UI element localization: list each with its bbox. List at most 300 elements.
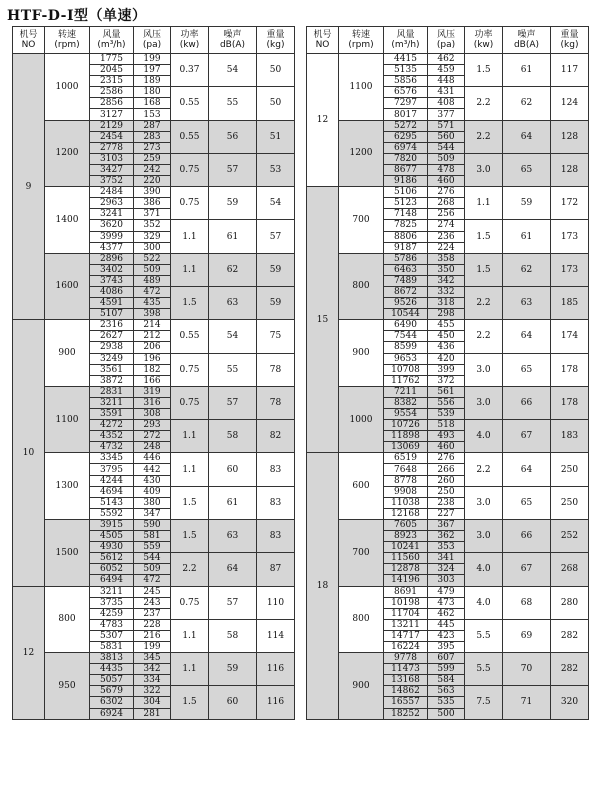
airflow-cell: 3591 <box>90 409 134 420</box>
weight-cell: 128 <box>551 120 589 153</box>
airflow-cell: 3241 <box>90 209 134 220</box>
pressure-cell: 281 <box>134 708 171 719</box>
pressure-cell: 518 <box>428 420 465 431</box>
power-cell: 7.5 <box>465 686 503 719</box>
noise-cell: 66 <box>503 386 551 419</box>
airflow-cell: 6924 <box>90 708 134 719</box>
rpm-cell: 1000 <box>45 54 90 121</box>
header-unit: (kg) <box>266 40 285 50</box>
noise-cell: 62 <box>503 87 551 120</box>
pressure-cell: 509 <box>134 264 171 275</box>
airflow-cell: 3211 <box>90 397 134 408</box>
airflow-cell: 11762 <box>384 375 428 386</box>
airflow-cell: 5123 <box>384 198 428 209</box>
rpm-cell: 1300 <box>45 453 90 520</box>
header-unit: (rpm) <box>348 40 374 50</box>
power-cell: 2.2 <box>465 453 503 486</box>
airflow-cell: 8778 <box>384 475 428 486</box>
airflow-cell: 6576 <box>384 87 428 98</box>
airflow-cell: 4435 <box>90 664 134 675</box>
machine-no-cell: 12 <box>13 586 45 719</box>
pressure-cell: 367 <box>428 519 465 530</box>
pressure-cell: 332 <box>428 286 465 297</box>
pressure-cell: 462 <box>428 608 465 619</box>
header-label: 风压 <box>436 30 455 40</box>
table-row <box>13 586 295 597</box>
airflow-cell: 3743 <box>90 275 134 286</box>
noise-cell: 70 <box>503 653 551 686</box>
header-label: 转速 <box>57 30 76 40</box>
pressure-cell: 509 <box>134 564 171 575</box>
pressure-cell: 276 <box>428 453 465 464</box>
pressure-cell: 478 <box>428 164 465 175</box>
noise-cell: 62 <box>209 253 257 286</box>
power-cell: 1.5 <box>465 220 503 253</box>
pressure-cell: 228 <box>134 619 171 630</box>
weight-cell: 282 <box>551 619 589 652</box>
rpm-cell: 900 <box>339 653 384 720</box>
col-header-pressure <box>428 27 465 54</box>
pressure-cell: 362 <box>428 531 465 542</box>
rpm-cell: 950 <box>45 653 90 720</box>
airflow-cell: 3999 <box>90 231 134 242</box>
fan-spec-table-left <box>12 26 295 720</box>
table-row <box>307 54 589 65</box>
airflow-cell: 3345 <box>90 453 134 464</box>
header-unit: (kw) <box>179 40 200 50</box>
noise-cell: 55 <box>209 87 257 120</box>
pressure-cell: 199 <box>134 54 171 65</box>
power-cell: 0.75 <box>171 187 209 220</box>
power-cell: 0.75 <box>171 153 209 186</box>
pressure-cell: 238 <box>428 497 465 508</box>
col-header-power <box>465 27 503 54</box>
noise-cell: 69 <box>503 619 551 652</box>
noise-cell: 57 <box>209 153 257 186</box>
airflow-cell: 10241 <box>384 542 428 553</box>
pressure-cell: 599 <box>428 664 465 675</box>
airflow-cell: 3915 <box>90 519 134 530</box>
pressure-cell: 539 <box>428 409 465 420</box>
noise-cell: 67 <box>503 420 551 453</box>
header-row <box>13 27 295 54</box>
table-row <box>307 187 589 198</box>
noise-cell: 64 <box>503 453 551 486</box>
airflow-cell: 8017 <box>384 109 428 120</box>
pressure-cell: 287 <box>134 120 171 131</box>
pressure-cell: 180 <box>134 87 171 98</box>
header-unit: (rpm) <box>54 40 80 50</box>
noise-cell: 60 <box>209 453 257 486</box>
power-cell: 5.5 <box>465 619 503 652</box>
pressure-cell: 341 <box>428 553 465 564</box>
pressure-cell: 380 <box>134 497 171 508</box>
airflow-cell: 9554 <box>384 409 428 420</box>
header-label: 重量 <box>560 30 579 40</box>
table-header <box>307 27 589 54</box>
airflow-cell: 7211 <box>384 386 428 397</box>
pressure-cell: 535 <box>428 697 465 708</box>
pressure-cell: 220 <box>134 176 171 187</box>
noise-cell: 55 <box>209 353 257 386</box>
airflow-cell: 6052 <box>90 564 134 575</box>
airflow-cell: 3103 <box>90 153 134 164</box>
airflow-cell: 6490 <box>384 320 428 331</box>
col-header-pressure <box>134 27 171 54</box>
noise-cell: 65 <box>503 353 551 386</box>
weight-cell: 75 <box>257 320 295 353</box>
table-row <box>307 586 589 597</box>
pressure-cell: 322 <box>134 686 171 697</box>
airflow-cell: 8806 <box>384 231 428 242</box>
table-row <box>13 120 295 131</box>
pressure-cell: 472 <box>134 575 171 586</box>
pressure-cell: 342 <box>134 664 171 675</box>
pressure-cell: 544 <box>428 142 465 153</box>
airflow-cell: 10198 <box>384 597 428 608</box>
noise-cell: 63 <box>209 519 257 552</box>
weight-cell: 82 <box>257 420 295 453</box>
power-cell: 4.0 <box>465 586 503 619</box>
pressure-cell: 324 <box>428 564 465 575</box>
airflow-cell: 8599 <box>384 342 428 353</box>
pressure-cell: 448 <box>428 76 465 87</box>
header-unit: (m³/h) <box>391 40 420 50</box>
airflow-cell: 7148 <box>384 209 428 220</box>
pressure-cell: 431 <box>428 87 465 98</box>
table-row <box>307 453 589 464</box>
noise-cell: 61 <box>209 220 257 253</box>
airflow-cell: 2045 <box>90 65 134 76</box>
power-cell: 1.1 <box>171 653 209 686</box>
airflow-cell: 9526 <box>384 298 428 309</box>
airflow-cell: 5592 <box>90 508 134 519</box>
airflow-cell: 2938 <box>90 342 134 353</box>
airflow-cell: 11704 <box>384 608 428 619</box>
airflow-cell: 4244 <box>90 475 134 486</box>
power-cell: 2.2 <box>465 286 503 319</box>
airflow-cell: 2831 <box>90 386 134 397</box>
power-cell: 1.1 <box>171 253 209 286</box>
pressure-cell: 423 <box>428 630 465 641</box>
noise-cell: 59 <box>209 187 257 220</box>
airflow-cell: 6974 <box>384 142 428 153</box>
airflow-cell: 2856 <box>90 98 134 109</box>
airflow-cell: 3813 <box>90 653 134 664</box>
col-header-rpm <box>45 27 90 54</box>
pressure-cell: 329 <box>134 231 171 242</box>
airflow-cell: 9186 <box>384 176 428 187</box>
pressure-cell: 445 <box>428 619 465 630</box>
power-cell: 2.2 <box>171 553 209 586</box>
airflow-cell: 4259 <box>90 608 134 619</box>
pressure-cell: 316 <box>134 397 171 408</box>
col-header-power <box>171 27 209 54</box>
pressure-cell: 386 <box>134 198 171 209</box>
weight-cell: 54 <box>257 187 295 220</box>
noise-cell: 59 <box>209 653 257 686</box>
weight-cell: 185 <box>551 286 589 319</box>
header-label: 重量 <box>266 30 285 40</box>
machine-no-cell: 12 <box>307 54 339 187</box>
airflow-cell: 7489 <box>384 275 428 286</box>
rpm-cell: 1200 <box>339 120 384 187</box>
col-header-weight <box>551 27 589 54</box>
pressure-cell: 500 <box>428 708 465 719</box>
airflow-cell: 2627 <box>90 331 134 342</box>
airflow-cell: 8923 <box>384 531 428 542</box>
pressure-cell: 353 <box>428 542 465 553</box>
pressure-cell: 372 <box>428 375 465 386</box>
pressure-cell: 245 <box>134 586 171 597</box>
pressure-cell: 409 <box>134 486 171 497</box>
power-cell: 0.55 <box>171 120 209 153</box>
airflow-cell: 9778 <box>384 653 428 664</box>
airflow-cell: 13168 <box>384 675 428 686</box>
pressure-cell: 168 <box>134 98 171 109</box>
weight-cell: 59 <box>257 286 295 319</box>
header-row <box>307 27 589 54</box>
weight-cell: 174 <box>551 320 589 353</box>
airflow-cell: 8382 <box>384 397 428 408</box>
pressure-cell: 189 <box>134 76 171 87</box>
pressure-cell: 342 <box>428 275 465 286</box>
header-unit: (kw) <box>473 40 494 50</box>
pressure-cell: 293 <box>134 420 171 431</box>
airflow-cell: 14717 <box>384 630 428 641</box>
airflow-cell: 10726 <box>384 420 428 431</box>
page-title: HTF-D-I型（单速） <box>7 8 147 24</box>
pressure-cell: 358 <box>428 253 465 264</box>
pressure-cell: 493 <box>428 431 465 442</box>
airflow-cell: 4591 <box>90 298 134 309</box>
airflow-cell: 2316 <box>90 320 134 331</box>
airflow-cell: 4086 <box>90 286 134 297</box>
airflow-cell: 3427 <box>90 164 134 175</box>
pressure-cell: 260 <box>428 475 465 486</box>
weight-cell: 250 <box>551 453 589 486</box>
airflow-cell: 3561 <box>90 364 134 375</box>
power-cell: 0.75 <box>171 386 209 419</box>
airflow-cell: 2963 <box>90 198 134 209</box>
airflow-cell: 7820 <box>384 153 428 164</box>
rpm-cell: 700 <box>339 519 384 586</box>
weight-cell: 282 <box>551 653 589 686</box>
weight-cell: 50 <box>257 87 295 120</box>
pressure-cell: 197 <box>134 65 171 76</box>
pressure-cell: 318 <box>428 298 465 309</box>
airflow-cell: 4352 <box>90 431 134 442</box>
table-row <box>13 54 295 65</box>
table-row <box>307 253 589 264</box>
weight-cell: 320 <box>551 686 589 719</box>
pressure-cell: 446 <box>134 453 171 464</box>
pressure-cell: 276 <box>428 187 465 198</box>
airflow-cell: 5679 <box>90 686 134 697</box>
airflow-cell: 4694 <box>90 486 134 497</box>
col-header-airflow <box>384 27 428 54</box>
pressure-cell: 436 <box>428 342 465 353</box>
airflow-cell: 12168 <box>384 508 428 519</box>
pressure-cell: 442 <box>134 464 171 475</box>
pressure-cell: 509 <box>428 153 465 164</box>
airflow-cell: 8691 <box>384 586 428 597</box>
pressure-cell: 395 <box>428 641 465 652</box>
header-label: 机号 <box>313 30 332 40</box>
power-cell: 1.1 <box>171 420 209 453</box>
rpm-cell: 1100 <box>45 386 90 453</box>
power-cell: 0.55 <box>171 87 209 120</box>
pressure-cell: 607 <box>428 653 465 664</box>
table-header <box>13 27 295 54</box>
header-label: 风量 <box>102 30 121 40</box>
table-row <box>13 187 295 198</box>
pressure-cell: 250 <box>428 486 465 497</box>
noise-cell: 54 <box>209 54 257 87</box>
airflow-cell: 14196 <box>384 575 428 586</box>
rpm-cell: 800 <box>339 586 384 653</box>
pressure-cell: 304 <box>134 697 171 708</box>
weight-cell: 116 <box>257 653 295 686</box>
weight-cell: 173 <box>551 220 589 253</box>
pressure-cell: 459 <box>428 65 465 76</box>
weight-cell: 59 <box>257 253 295 286</box>
pressure-cell: 298 <box>428 309 465 320</box>
airflow-cell: 4930 <box>90 542 134 553</box>
noise-cell: 61 <box>503 54 551 87</box>
power-cell: 1.1 <box>171 220 209 253</box>
rpm-cell: 1200 <box>45 120 90 187</box>
pressure-cell: 224 <box>428 242 465 253</box>
airflow-cell: 4272 <box>90 420 134 431</box>
rpm-cell: 600 <box>339 453 384 520</box>
rpm-cell: 900 <box>45 320 90 387</box>
power-cell: 0.75 <box>171 353 209 386</box>
airflow-cell: 5106 <box>384 187 428 198</box>
power-cell: 3.0 <box>465 153 503 186</box>
airflow-cell: 7825 <box>384 220 428 231</box>
pressure-cell: 430 <box>134 475 171 486</box>
pressure-cell: 390 <box>134 187 171 198</box>
noise-cell: 68 <box>503 586 551 619</box>
rpm-cell: 1100 <box>339 54 384 121</box>
noise-cell: 71 <box>503 686 551 719</box>
airflow-cell: 6295 <box>384 131 428 142</box>
airflow-cell: 5107 <box>90 309 134 320</box>
pressure-cell: 319 <box>134 386 171 397</box>
weight-cell: 116 <box>257 686 295 719</box>
airflow-cell: 16557 <box>384 697 428 708</box>
table-row <box>307 519 589 530</box>
noise-cell: 63 <box>503 286 551 319</box>
noise-cell: 64 <box>503 320 551 353</box>
airflow-cell: 7544 <box>384 331 428 342</box>
rpm-cell: 1600 <box>45 253 90 320</box>
pressure-cell: 473 <box>428 597 465 608</box>
weight-cell: 178 <box>551 353 589 386</box>
pressure-cell: 581 <box>134 531 171 542</box>
power-cell: 1.5 <box>465 54 503 87</box>
pressure-cell: 377 <box>428 109 465 120</box>
noise-cell: 54 <box>209 320 257 353</box>
weight-cell: 83 <box>257 486 295 519</box>
airflow-cell: 5272 <box>384 120 428 131</box>
noise-cell: 57 <box>209 386 257 419</box>
airflow-cell: 11473 <box>384 664 428 675</box>
weight-cell: 114 <box>257 619 295 652</box>
pressure-cell: 196 <box>134 353 171 364</box>
weight-cell: 78 <box>257 386 295 419</box>
weight-cell: 87 <box>257 553 295 586</box>
airflow-cell: 11038 <box>384 497 428 508</box>
airflow-cell: 3211 <box>90 586 134 597</box>
power-cell: 3.0 <box>465 519 503 552</box>
pressure-cell: 303 <box>428 575 465 586</box>
table-body <box>13 54 295 720</box>
power-cell: 3.0 <box>465 486 503 519</box>
airflow-cell: 2896 <box>90 253 134 264</box>
pressure-cell: 472 <box>134 286 171 297</box>
weight-cell: 57 <box>257 220 295 253</box>
header-label: 功率 <box>180 30 199 40</box>
pressure-cell: 236 <box>428 231 465 242</box>
rpm-cell: 900 <box>339 320 384 387</box>
weight-cell: 50 <box>257 54 295 87</box>
power-cell: 4.0 <box>465 553 503 586</box>
noise-cell: 59 <box>503 187 551 220</box>
airflow-cell: 1775 <box>90 54 134 65</box>
weight-cell: 83 <box>257 519 295 552</box>
airflow-cell: 4505 <box>90 531 134 542</box>
airflow-cell: 5612 <box>90 553 134 564</box>
airflow-cell: 3620 <box>90 220 134 231</box>
weight-cell: 124 <box>551 87 589 120</box>
pressure-cell: 590 <box>134 519 171 530</box>
airflow-cell: 5307 <box>90 630 134 641</box>
airflow-cell: 11898 <box>384 431 428 442</box>
airflow-cell: 5856 <box>384 76 428 87</box>
pressure-cell: 435 <box>134 298 171 309</box>
airflow-cell: 6463 <box>384 264 428 275</box>
pressure-cell: 398 <box>134 309 171 320</box>
airflow-cell: 3795 <box>90 464 134 475</box>
pressure-cell: 283 <box>134 131 171 142</box>
airflow-cell: 3872 <box>90 375 134 386</box>
pressure-cell: 227 <box>428 508 465 519</box>
power-cell: 4.0 <box>465 420 503 453</box>
pressure-cell: 214 <box>134 320 171 331</box>
power-cell: 2.2 <box>465 120 503 153</box>
pressure-cell: 347 <box>134 508 171 519</box>
pressure-cell: 544 <box>134 553 171 564</box>
noise-cell: 66 <box>503 519 551 552</box>
weight-cell: 110 <box>257 586 295 619</box>
airflow-cell: 2778 <box>90 142 134 153</box>
power-cell: 1.5 <box>171 286 209 319</box>
pressure-cell: 273 <box>134 142 171 153</box>
table-row <box>307 120 589 131</box>
rpm-cell: 1400 <box>45 187 90 254</box>
pressure-cell: 489 <box>134 275 171 286</box>
airflow-cell: 2586 <box>90 87 134 98</box>
pressure-cell: 408 <box>428 98 465 109</box>
pressure-cell: 300 <box>134 242 171 253</box>
airflow-cell: 10544 <box>384 309 428 320</box>
pressure-cell: 455 <box>428 320 465 331</box>
airflow-cell: 12878 <box>384 564 428 575</box>
airflow-cell: 7605 <box>384 519 428 530</box>
pressure-cell: 560 <box>428 131 465 142</box>
